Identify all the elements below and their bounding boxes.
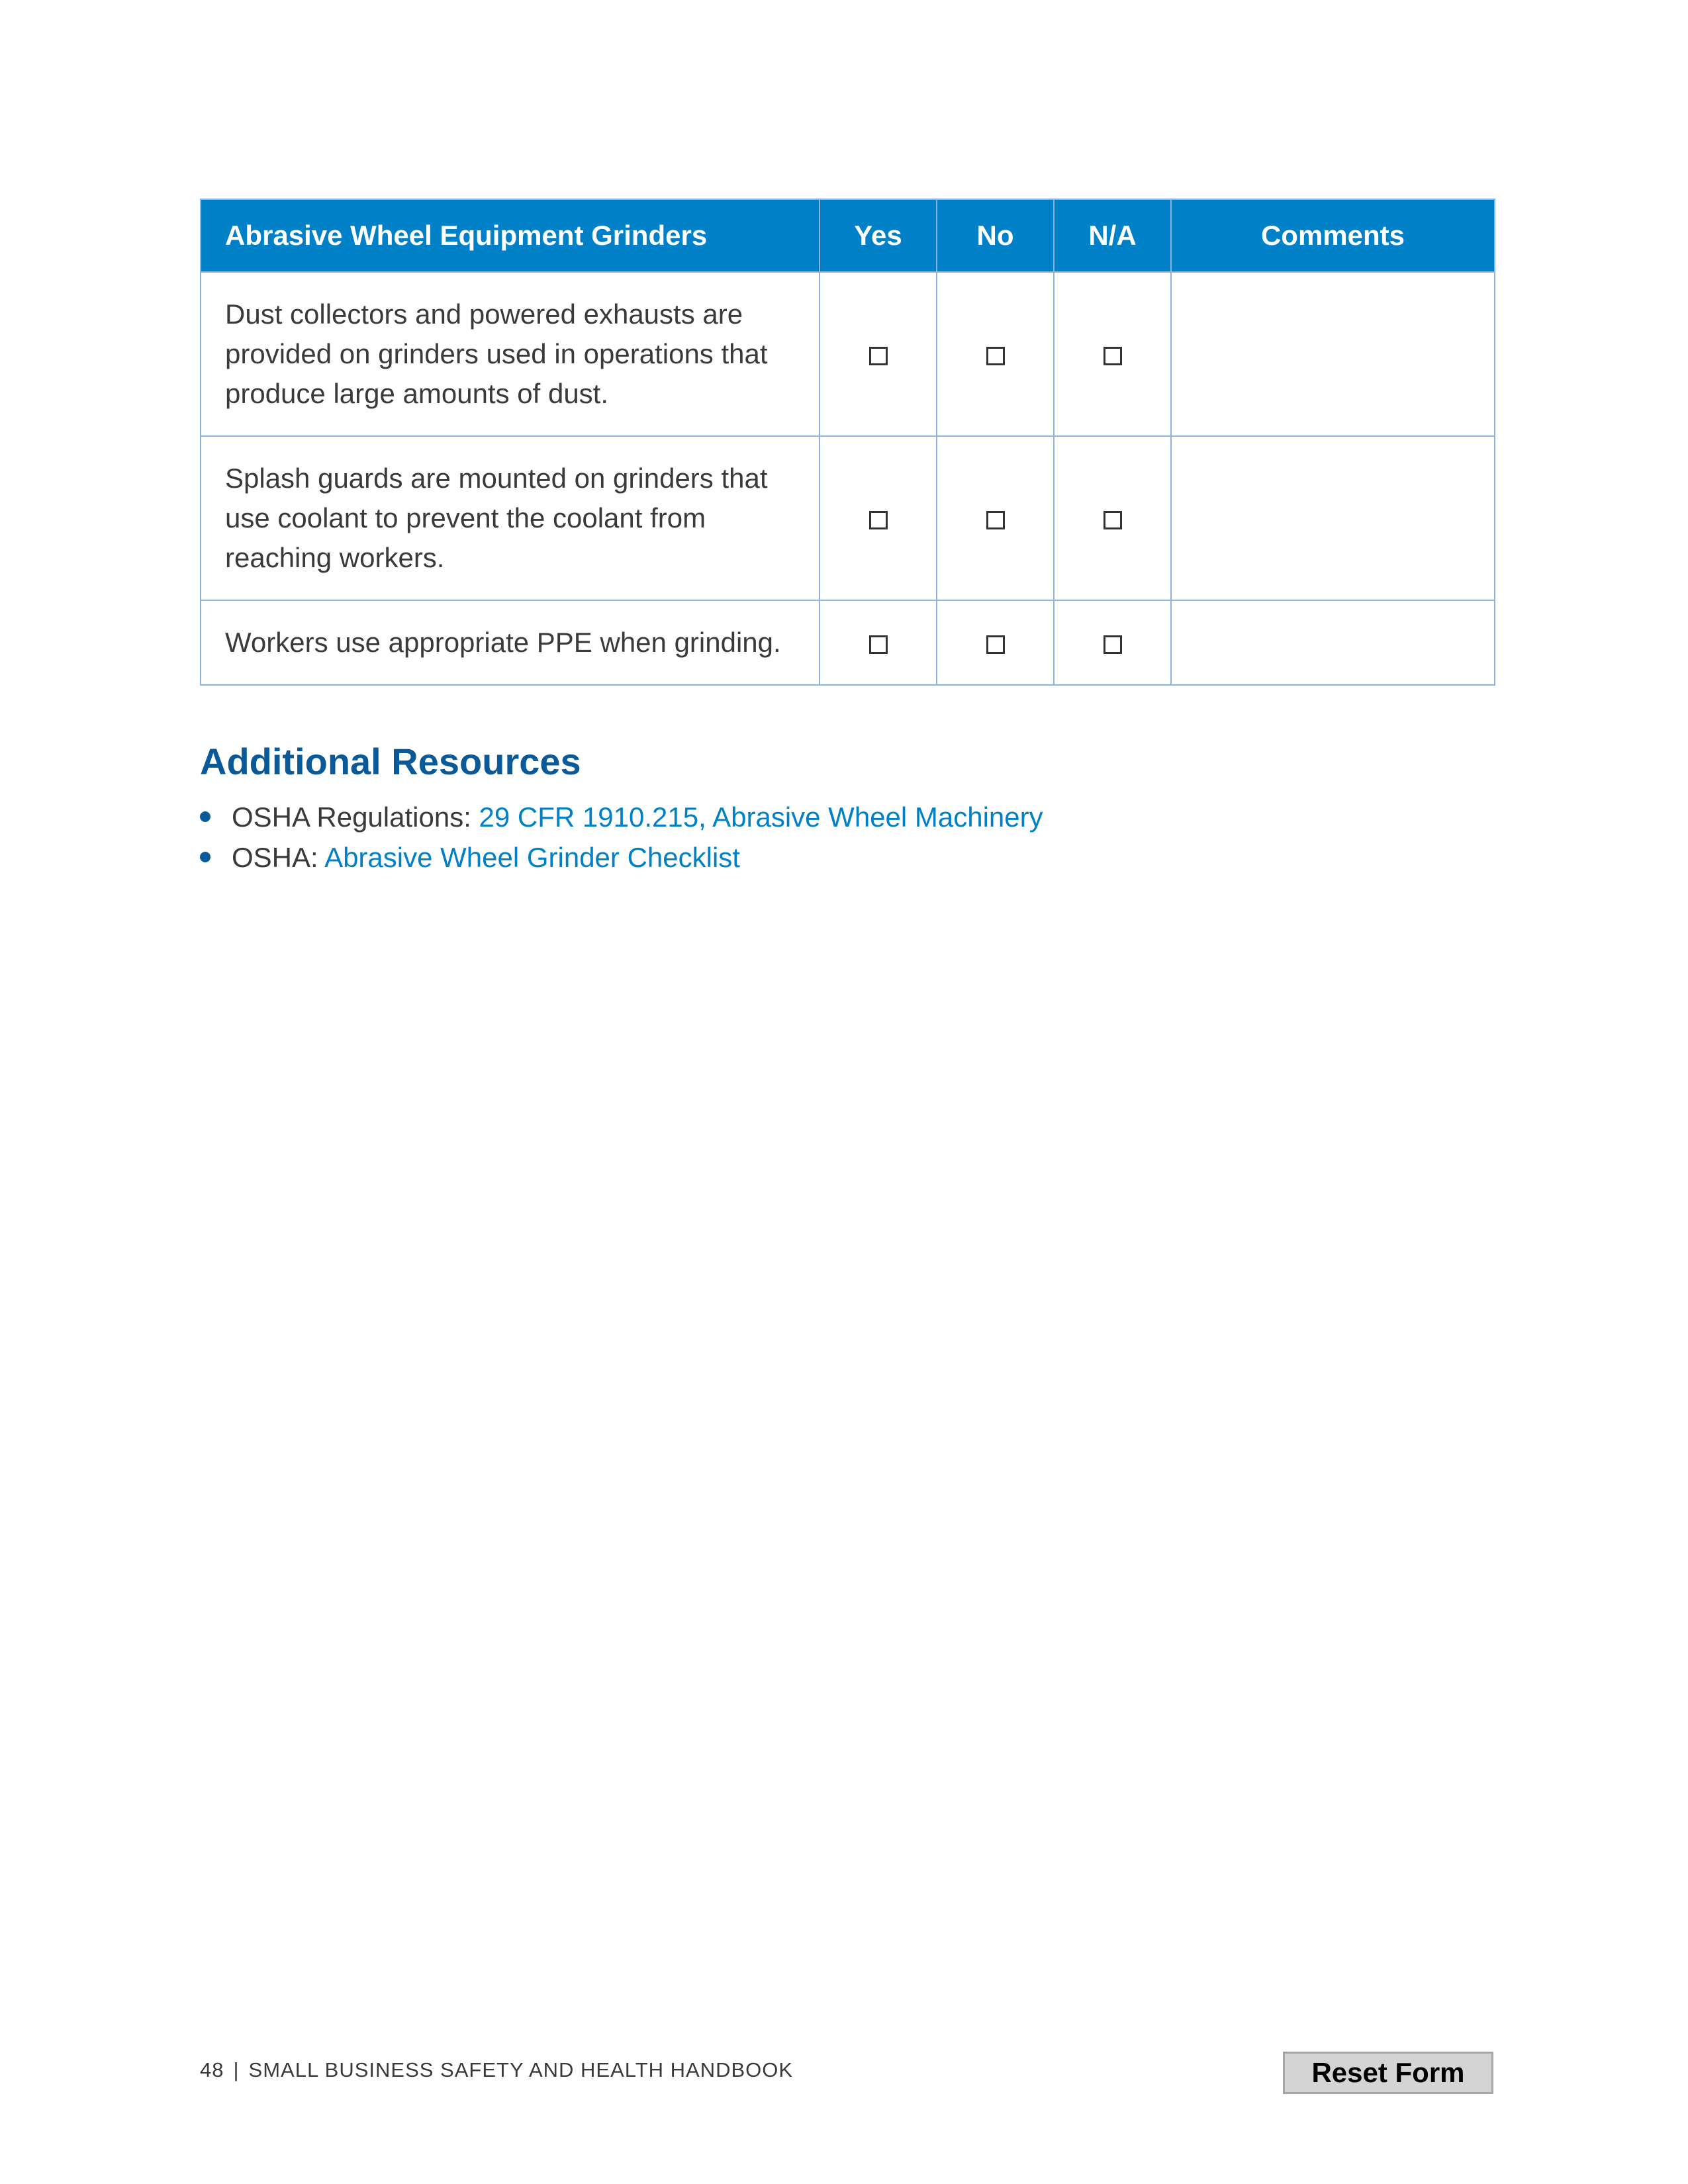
yes-checkbox[interactable] (869, 347, 888, 365)
reset-form-button[interactable]: Reset Form (1283, 2052, 1493, 2094)
na-checkbox[interactable] (1103, 347, 1122, 365)
header-comments: Comments (1171, 199, 1495, 272)
na-cell (1054, 600, 1171, 685)
yes-cell (820, 436, 937, 600)
no-cell (937, 272, 1054, 436)
resources-list (200, 797, 1043, 878)
page-number: 48 (200, 2058, 224, 2081)
na-cell (1054, 272, 1171, 436)
na-checkbox[interactable] (1103, 635, 1122, 654)
table-row (201, 436, 1495, 600)
table-row (201, 600, 1495, 685)
yes-checkbox[interactable] (869, 511, 888, 529)
bullet-icon (200, 852, 211, 862)
header-item: Abrasive Wheel Equipment Grinders (201, 199, 820, 272)
additional-resources-heading: Additional Resources (200, 741, 581, 782)
header-na: N/A (1054, 199, 1171, 272)
comments-field[interactable] (1171, 436, 1495, 600)
comments-field[interactable] (1171, 600, 1495, 685)
list-item (200, 797, 1043, 837)
checklist-table (200, 199, 1495, 686)
item-text: Splash guards are mounted on grinders that use coolant to prevent the coolant from reaching workers. (201, 436, 820, 600)
footer-title: SMALL BUSINESS SAFETY AND HEALTH HANDBOOK (248, 2058, 794, 2081)
list-item (200, 837, 1043, 878)
na-cell (1054, 436, 1171, 600)
resource-prefix: OSHA: (232, 842, 325, 873)
yes-cell (820, 600, 937, 685)
page-footer (200, 2058, 793, 2082)
na-checkbox[interactable] (1103, 511, 1122, 529)
no-checkbox[interactable] (986, 347, 1005, 365)
resource-link-checklist[interactable]: Abrasive Wheel Grinder Checklist (324, 842, 740, 873)
footer-separator: | (233, 2058, 240, 2081)
table-header-row (201, 199, 1495, 272)
header-no: No (937, 199, 1054, 272)
resource-link-regulation[interactable]: 29 CFR 1910.215, Abrasive Wheel Machinery (479, 801, 1043, 833)
header-yes: Yes (820, 199, 937, 272)
yes-cell (820, 272, 937, 436)
resource-prefix: OSHA Regulations: (232, 801, 479, 833)
comments-field[interactable] (1171, 272, 1495, 436)
no-cell (937, 600, 1054, 685)
no-checkbox[interactable] (986, 511, 1005, 529)
yes-checkbox[interactable] (869, 635, 888, 654)
no-cell (937, 436, 1054, 600)
table-row (201, 272, 1495, 436)
item-text: Dust collectors and powered exhausts are provided on grinders used in operations that produce large amounts of dust. (201, 272, 820, 436)
item-text: Workers use appropriate PPE when grinding. (201, 600, 820, 685)
no-checkbox[interactable] (986, 635, 1005, 654)
bullet-icon (200, 811, 211, 822)
